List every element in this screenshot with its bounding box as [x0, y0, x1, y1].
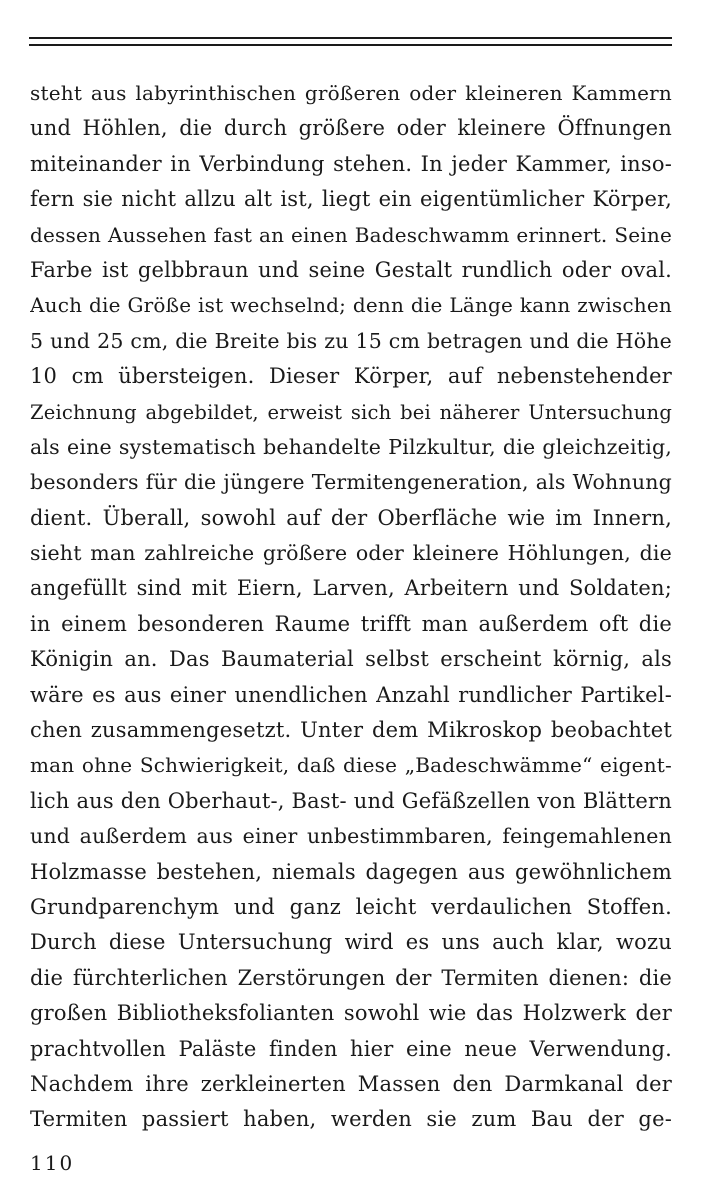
text-line: großen Bibliotheksfolianten sowohl wie das Holzwerk der	[30, 1001, 672, 1026]
page-number: 110	[30, 1151, 75, 1175]
text-line: chen zusammengesetzt. Unter dem Mikroskop beobachtet	[30, 718, 672, 743]
text-line: besonders für die jüngere Termitengeneration, als Wohnung	[30, 470, 672, 495]
text-line: miteinander in Verbindung stehen. In jeder Kammer, inso-	[30, 151, 672, 176]
header-rule-bottom	[29, 44, 672, 46]
text-line: dessen Aussehen fast an einen Badeschwamm erinnert. Seine	[30, 222, 672, 247]
text-line: man ohne Schwierigkeit, daß diese „Badeschwämme“ eigent-	[30, 753, 672, 778]
body-text	[30, 76, 672, 1138]
text-line: fern sie nicht allzu alt ist, liegt ein eigentümlicher Körper,	[30, 187, 672, 212]
text-line: Grundparenchym und ganz leicht verdaulichen Stoffen.	[30, 894, 672, 919]
text-line: steht aus labyrinthischen größeren oder kleineren Kammern	[30, 81, 672, 105]
text-line: Farbe ist gelbbraun und seine Gestalt rundlich oder oval.	[30, 257, 672, 282]
text-line: lich aus den Oberhaut-, Bast- und Gefäßzellen von Blättern	[30, 788, 672, 813]
text-line: in einem besonderen Raume trifft man außerdem oft die	[30, 611, 672, 636]
text-line: 5 und 25 cm, die Breite bis zu 15 cm betragen und die Höhe	[30, 328, 672, 353]
text-line: wäre es aus einer unendlichen Anzahl rundlicher Partikel-	[30, 682, 672, 707]
text-line: als eine systematisch behandelte Pilzkultur, die gleichzeitig,	[30, 434, 672, 459]
text-line: Nachdem ihre zerkleinerten Massen den Darmkanal der	[30, 1071, 672, 1096]
header-rule-top	[29, 37, 672, 39]
text-line: Auch die Größe ist wechselnd; denn die Länge kann zwischen	[30, 293, 672, 318]
text-line: dient. Überall, sowohl auf der Oberfläche wie im Innern,	[30, 505, 672, 530]
text-line: sieht man zahlreiche größere oder kleinere Höhlungen, die	[30, 541, 672, 566]
text-line: Durch diese Untersuchung wird es uns auch klar, wozu	[30, 930, 672, 955]
text-line: und außerdem aus einer unbestimmbaren, feingemahlenen	[30, 824, 672, 849]
text-line: Zeichnung abgebildet, erweist sich bei näherer Untersuchung	[30, 400, 672, 424]
text-line: prachtvollen Paläste finden hier eine neue Verwendung.	[30, 1036, 672, 1061]
text-line: Königin an. Das Baumaterial selbst erscheint körnig, als	[30, 647, 672, 672]
text-line: angefüllt sind mit Eiern, Larven, Arbeitern und Soldaten;	[30, 576, 672, 601]
text-line: und Höhlen, die durch größere oder kleinere Öffnungen	[30, 116, 672, 141]
text-line: Termiten passiert haben, werden sie zum Bau der ge-	[30, 1107, 672, 1132]
text-line: die fürchterlichen Zerstörungen der Termiten dienen: die	[30, 965, 672, 990]
text-line: 10 cm übersteigen. Dieser Körper, auf nebenstehender	[30, 364, 672, 389]
text-line: Holzmasse bestehen, niemals dagegen aus gewöhnlichem	[30, 859, 672, 884]
